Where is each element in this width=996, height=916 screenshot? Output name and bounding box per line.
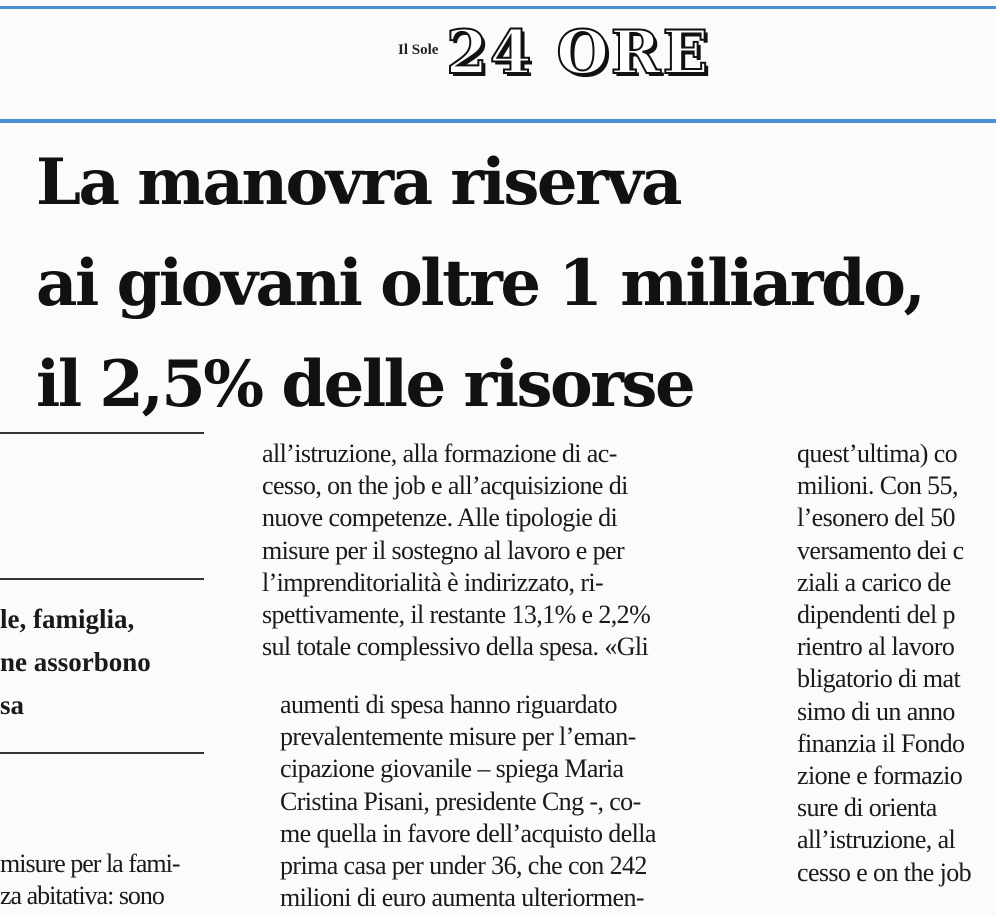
subtitle (0, 598, 151, 727)
body-line: sure di orienta (797, 793, 937, 823)
body-line: cipazione giovanile – spiega Maria (280, 754, 624, 784)
body-line: cesso e on the job (797, 857, 972, 887)
subtitle-line: ne assorbono (0, 647, 151, 677)
body-line: misure per il sostegno al lavoro e per (262, 535, 625, 565)
body-line: versamento dei c (797, 535, 964, 565)
left-column-text (0, 848, 210, 912)
body-line: l’imprenditorialità è indirizzato, ri- (262, 567, 604, 597)
headline-line: ai giovani oltre 1 miliardo, (36, 246, 924, 321)
body-line: finanzia il Fondo (797, 728, 965, 758)
headline-line: il 2,5% delle risorse (36, 347, 694, 422)
left-column-rule-top (0, 432, 204, 434)
masthead (0, 14, 996, 104)
body-line: spettivamente, il restante 13,1% e 2,2% (262, 600, 651, 630)
body-line: ziali a carico de (797, 567, 951, 597)
body-line: all’istruzione, alla formazione di ac- (262, 439, 617, 468)
top-blue-rule (0, 6, 996, 9)
middle-column-text-b (280, 689, 742, 916)
body-line: bligatorio di mat (797, 664, 961, 694)
body-line: l’esonero del 50 (797, 503, 955, 533)
body-line: prima casa per under 36, che con 242 (280, 851, 647, 881)
body-line: quest’ultima) co (797, 439, 958, 468)
middle-column-text-a (262, 438, 742, 663)
body-line: me quella in favore dell’acquisto della (280, 818, 656, 848)
body-line: sul totale complessivo della spesa. «Gli (262, 632, 649, 662)
body-line: prevalentemente misure per l’eman- (280, 722, 636, 752)
body-line: aumenti di spesa hanno riguardato (280, 690, 617, 719)
body-line: zione e formazio (797, 761, 963, 791)
body-line: rientro al lavoro (797, 632, 955, 662)
right-column-text (797, 438, 996, 916)
body-line: milioni di euro aumenta ulteriormen- (280, 883, 644, 913)
subtitle-line: sa (0, 690, 25, 720)
body-line: cesso, on the job e all’acquisizione di (262, 471, 628, 501)
masthead-logo: 24 ORE (446, 18, 711, 88)
body-line: dipendenti del p (797, 600, 955, 630)
body-line: za abitativa: sono (0, 881, 164, 911)
masthead-blue-rule (0, 119, 996, 123)
body-line: misure per la fami- (0, 849, 180, 878)
body-line: milioni. Con 55, (797, 471, 958, 501)
subtitle-line: le, famiglia, (0, 604, 135, 634)
masthead-prefix: Il Sole (398, 42, 439, 58)
headline-line: La manovra riserva (36, 145, 680, 220)
left-column-rule-bottom (0, 752, 204, 754)
body-line: Cristina Pisani, presidente Cng -, co- (280, 786, 641, 816)
left-column-rule-mid (0, 578, 204, 580)
headline (36, 132, 986, 435)
body-line: simo di un anno (797, 696, 955, 726)
body-line: all’istruzione, al (797, 825, 956, 855)
body-line: nuove competenze. Alle tipologie di (262, 503, 618, 533)
